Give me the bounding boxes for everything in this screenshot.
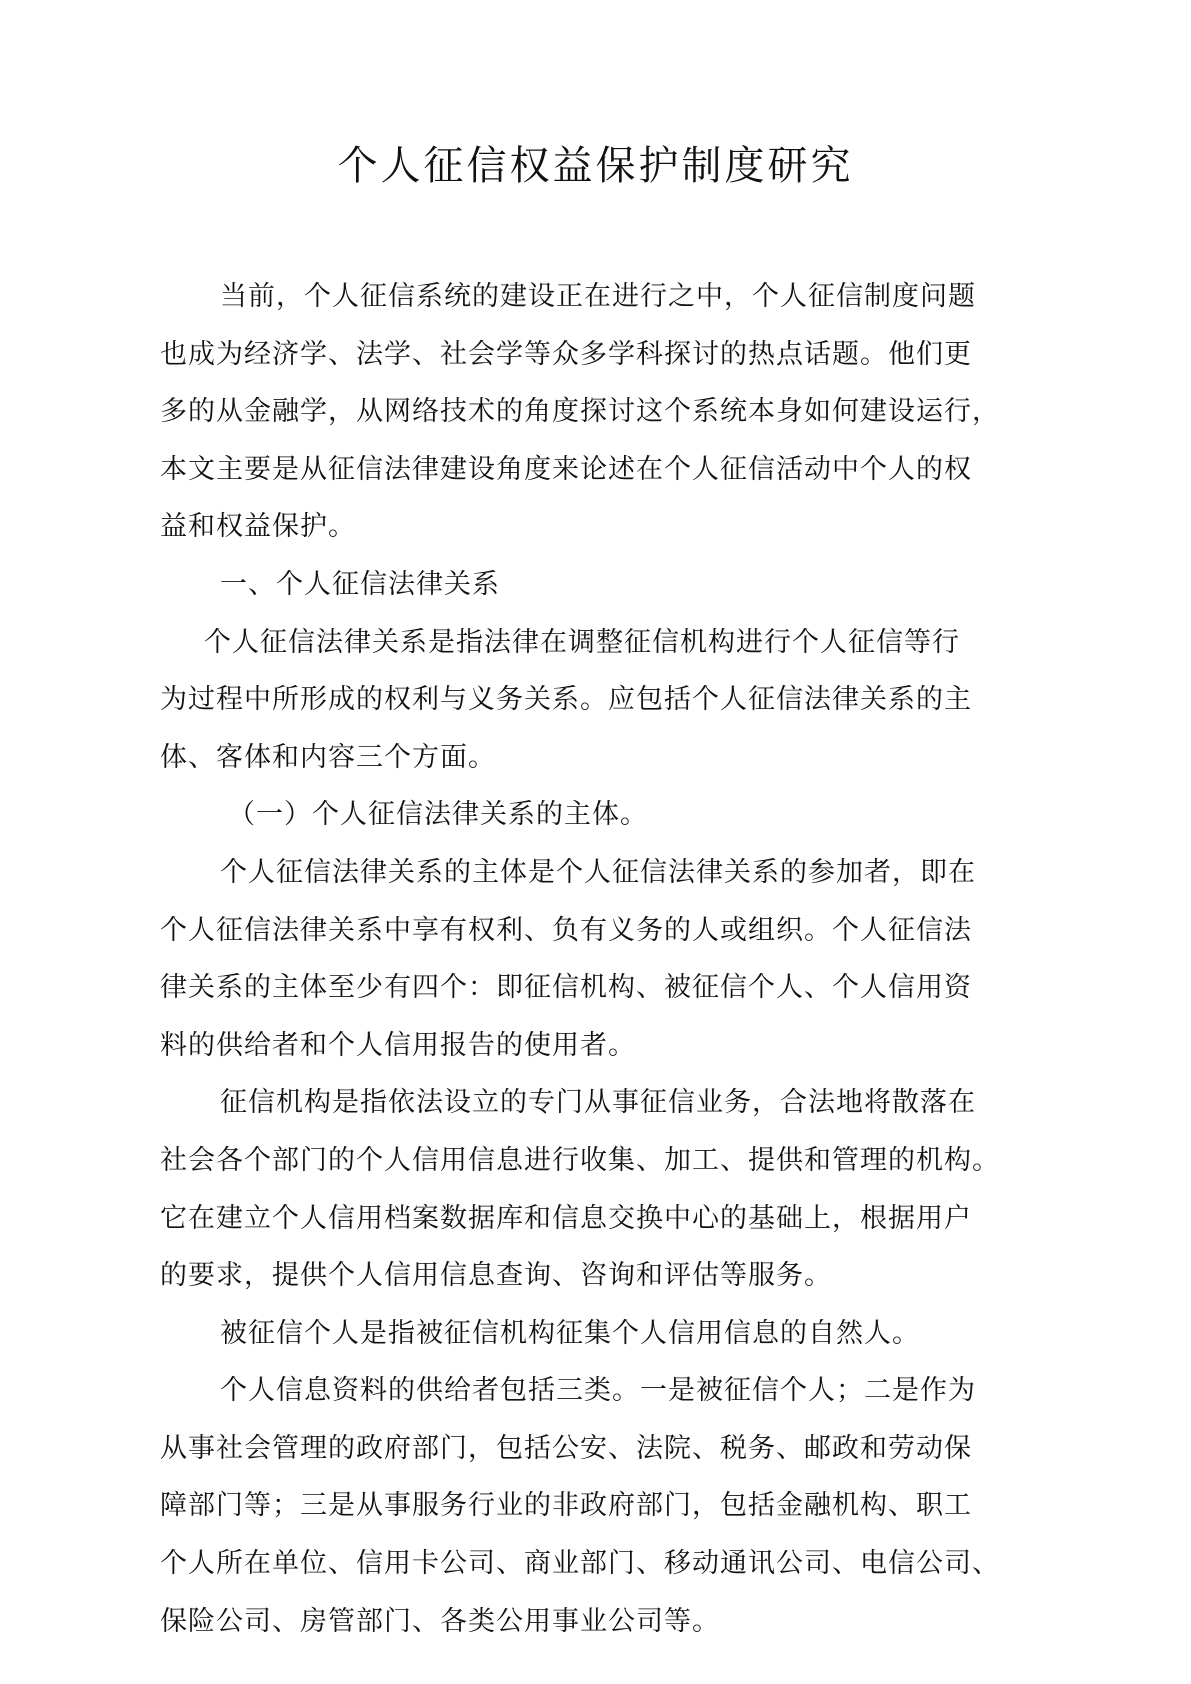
subsection-heading: （一）个人征信法律关系的主体。: [228, 799, 648, 831]
document-body: [160, 268, 1040, 1650]
text-line: 个人信息资料的供给者包括三类。一是被征信个人；二是作为: [220, 1375, 976, 1407]
text-line: 本文主要是从征信法律建设角度来论述在个人征信活动中个人的权: [160, 453, 972, 485]
text-line: 料的供给者和个人信用报告的使用者。: [160, 1029, 636, 1061]
text-line: 当前，个人征信系统的建设正在进行之中，个人征信制度问题: [220, 281, 976, 312]
text-line: 也成为经济学、法学、社会学等众多学科探讨的热点话题。他们更: [160, 338, 972, 370]
text-line: 保险公司、房管部门、各类公用事业公司等。: [160, 1605, 720, 1637]
text-line: 被征信个人是指被征信机构征集个人信用信息的自然人。: [220, 1317, 920, 1349]
text-line: 律关系的主体至少有四个：即征信机构、被征信个人、个人信用资: [160, 972, 972, 1004]
text-line: 个人征信法律关系中享有权利、负有义务的人或组织。个人征信法: [160, 914, 972, 946]
text-line: 个人所在单位、信用卡公司、商业部门、移动通讯公司、电信公司、: [160, 1548, 1000, 1580]
text-line: 的要求，提供个人信用信息查询、咨询和评估等服务。: [160, 1260, 832, 1292]
text-line: 为过程中所形成的权利与义务关系。应包括个人征信法律关系的主: [160, 684, 972, 716]
text-line: 征信机构是指依法设立的专门从事征信业务，合法地将散落在: [220, 1087, 976, 1119]
section-heading: 一、个人征信法律关系: [220, 568, 500, 600]
text-line: 个人征信法律关系是指法律在调整征信机构进行个人征信等行: [204, 626, 960, 658]
text-line: 它在建立个人信用档案数据库和信息交换中心的基础上，根据用户: [160, 1202, 972, 1234]
text-line: 个人征信法律关系的主体是个人征信法律关系的参加者，即在: [220, 856, 976, 888]
text-line: 多的从金融学，从网络技术的角度探讨这个系统本身如何建设运行，: [160, 396, 1000, 428]
text-line: 社会各个部门的个人信用信息进行收集、加工、提供和管理的机构。: [160, 1144, 1000, 1176]
text-line: 从事社会管理的政府部门，包括公安、法院、税务、邮政和劳动保: [160, 1432, 972, 1464]
text-line: 益和权益保护。: [160, 511, 356, 543]
text-line: 体、客体和内容三个方面。: [160, 741, 496, 773]
document-title: 个人征信权益保护制度研究: [337, 143, 854, 189]
text-line: 障部门等；三是从事服务行业的非政府部门，包括金融机构、职工: [160, 1490, 972, 1522]
